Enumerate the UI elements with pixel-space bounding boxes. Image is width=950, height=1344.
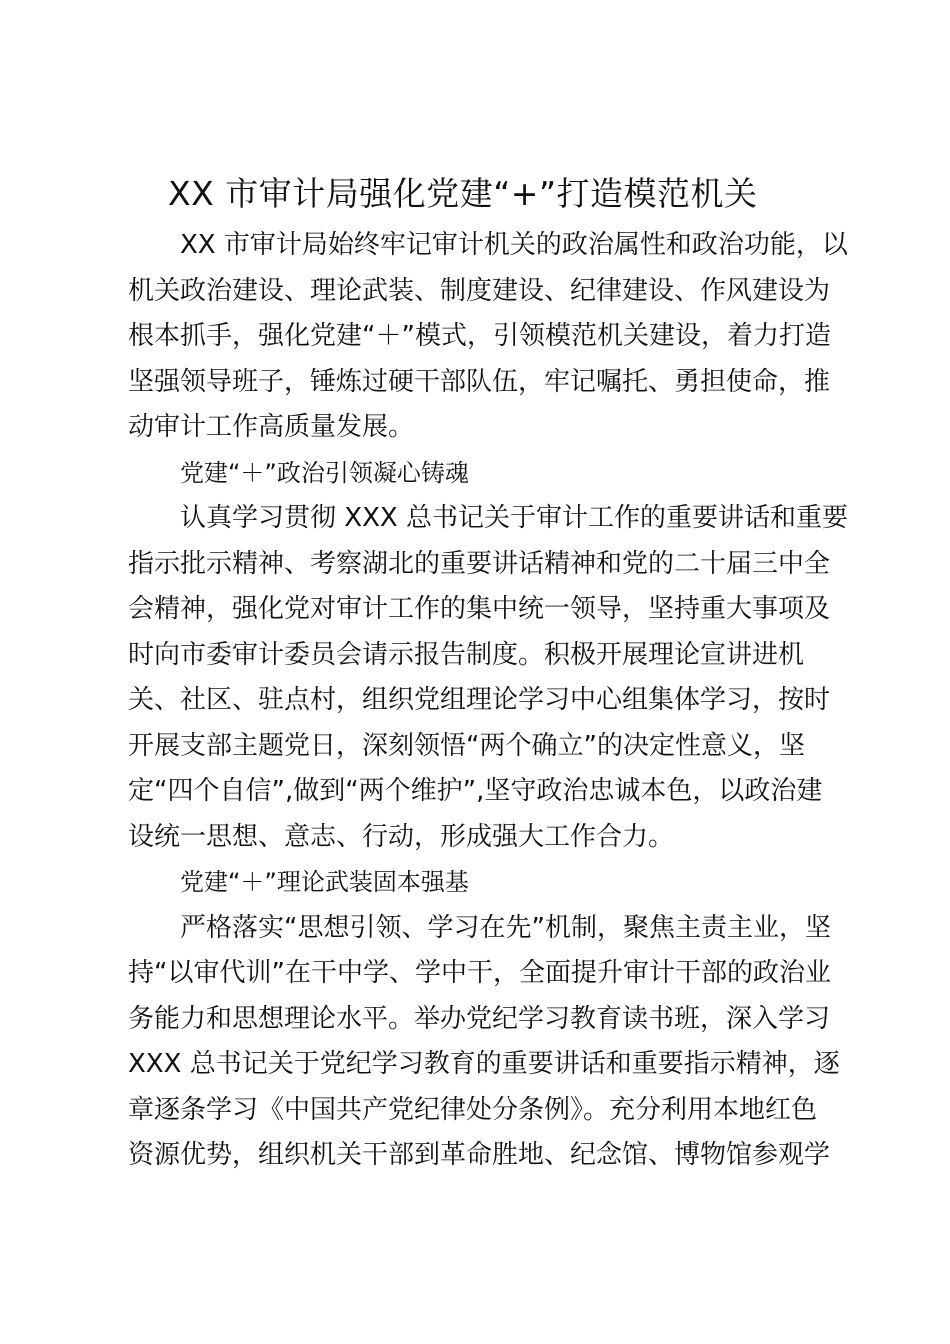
paragraph-line: 坚强领导班子，锤炼过硬干部队伍，牢记嘱托、勇担使命，推	[128, 366, 831, 397]
paragraph-line: 持“以审代训”在干中学、学中干，全面提升审计干部的政治业	[128, 958, 831, 988]
paragraph-line: 章逐条学习《中国共产党纪律处分条例》。充分利用本地红色	[128, 1094, 818, 1125]
section-heading: 党建“＋”理论武装固本强基	[180, 868, 469, 896]
paragraph-line: 务能力和思想理论水平。举办党纪学习教育读书班，深入学习	[128, 1003, 831, 1034]
paragraph-line: 关、社区、驻点村，组织党组理论学习中心组集体学习，按时	[128, 685, 831, 715]
paragraph-line: 机关政治建设、理论武装、制度建设、纪律建设、作风建设为	[128, 275, 831, 306]
paragraph-line: XX 市审计局始终牢记审计机关的政治属性和政治功能，以	[180, 230, 848, 260]
document-title: XX 市审计局强化党建“+”打造模范机关	[168, 174, 758, 213]
paragraph-line: 开展支部主题党日，深刻领悟“两个确立”的决定性意义，坚	[128, 730, 805, 761]
paragraph-line: 设统一思想、意志、行动，形成强大工作合力。	[128, 821, 675, 852]
paragraph-line: 定“四个自信”,做到“两个维护”,坚守政治忠诚本色，以政治建	[128, 776, 823, 806]
paragraph-line: 会精神，强化党对审计工作的集中统一领导，坚持重大事项及	[128, 594, 831, 624]
document-body	[128, 223, 848, 1179]
paragraph-line: 时向市委审计委员会请示报告制度。积极开展理论宣讲进机	[128, 639, 805, 670]
paragraph-line: 严格落实“思想引领、学习在先”机制，聚焦主责主业，坚	[180, 912, 831, 943]
paragraph-line: 根本抓手，强化党建“＋”模式，引领模范机关建设，着力打造	[128, 321, 831, 351]
section-heading: 党建“＋”政治引领凝心铸魂	[180, 458, 469, 487]
paragraph-line: 资源优势，组织机关干部到革命胜地、纪念馆、博物馆参观学	[128, 1140, 831, 1170]
paragraph-line: 指示批示精神、考察湖北的重要讲话精神和党的二十届三中全	[128, 548, 831, 579]
paragraph-line: XXX 总书记关于党纪学习教育的重要讲话和重要指示精神，逐	[128, 1049, 840, 1079]
paragraph-line: 认真学习贯彻 XXX 总书记关于审计工作的重要讲话和重要	[180, 503, 848, 533]
paragraph-line: 动审计工作高质量发展。	[128, 412, 415, 442]
